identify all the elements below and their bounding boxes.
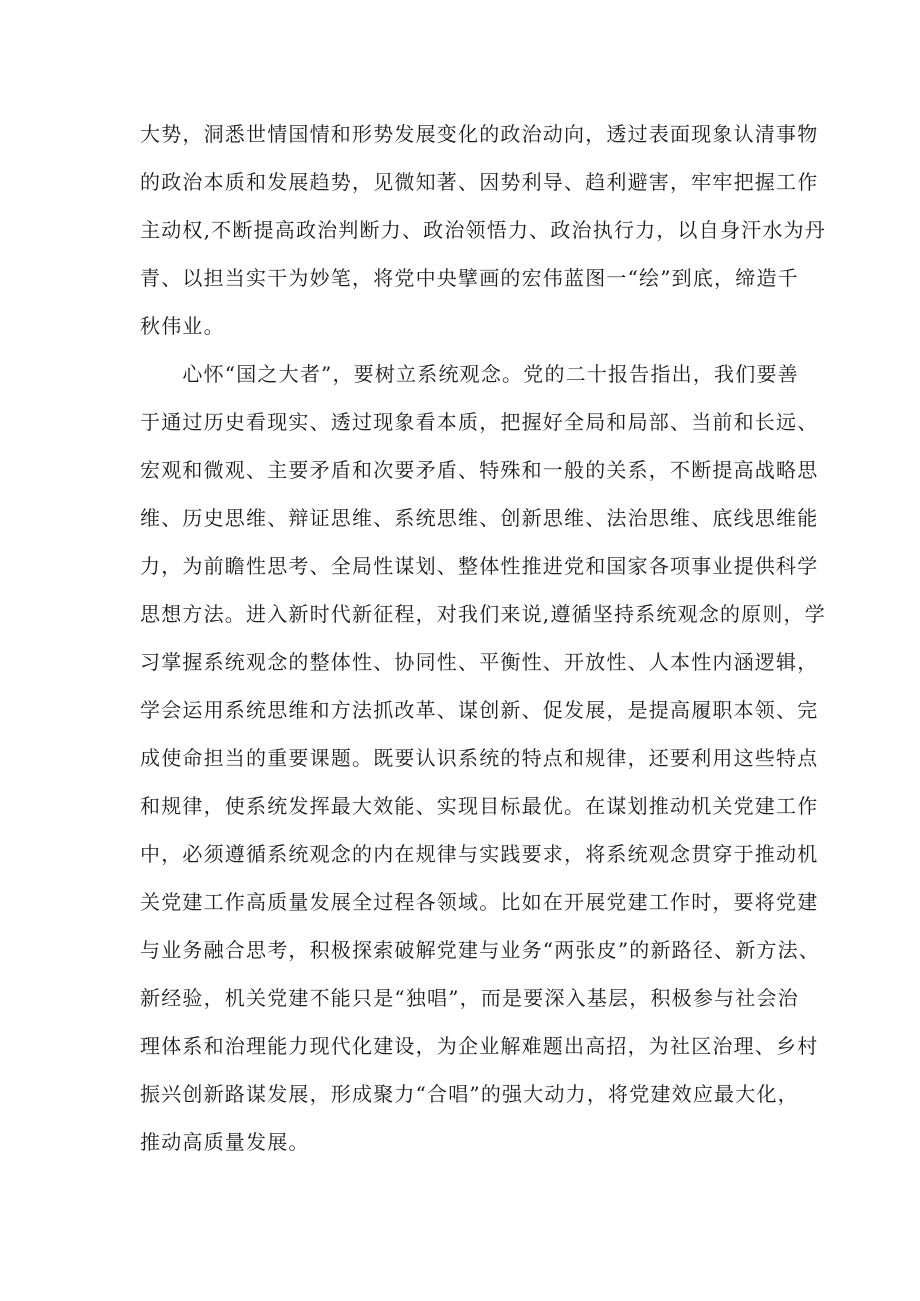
- text-line: 学会运用系统思维和方法抓改革、谋创新、促发展，是提高履职本领、完: [140, 698, 819, 722]
- document-body: [140, 110, 826, 1166]
- text-line: 成使命担当的重要课题。既要认识系统的特点和规律，还要利用这些特点: [140, 746, 819, 770]
- text-line: 的政治本质和发展趋势，见微知著、因势利导、趋利避害，牢牢把握工作: [140, 170, 819, 194]
- text-line: 关党建工作高质量发展全过程各领域。比如在开展党建工作时，要将党建: [140, 890, 819, 914]
- text-line: 与业务融合思考，积极探索破解党建与业务“两张皮”的新路径、新方法、: [140, 938, 821, 962]
- text-line: 于通过历史看现实、透过现象看本质，把握好全局和局部、当前和长远、: [140, 410, 819, 434]
- text-line: 青、以担当实干为妙笔，将党中央擘画的宏伟蓝图一“绘”到底，缔造千: [140, 266, 799, 290]
- text-line: 新经验，机关党建不能只是“独唱”，而是要深入基层，积极参与社会治: [140, 986, 799, 1010]
- paragraph-2: [140, 350, 826, 1166]
- text-line: 维、历史思维、辩证思维、系统思维、创新思维、法治思维、底线思维能: [140, 506, 819, 530]
- text-line: 秋伟业。: [140, 314, 225, 338]
- text-line: 中，必须遵循系统观念的内在规律与实践要求，将系统观念贯穿于推动机: [140, 842, 819, 866]
- text-line: 习掌握系统观念的整体性、协同性、平衡性、开放性、人本性内涵逻辑，: [140, 650, 819, 674]
- text-line: 推动高质量发展。: [140, 1130, 310, 1154]
- text-line: 思想方法。进入新时代新征程，对我们来说,遵循坚持系统观念的原则，学: [140, 602, 826, 626]
- text-line: 主动权,不断提高政治判断力、政治领悟力、政治执行力，以自身汗水为丹: [140, 218, 826, 242]
- paragraph-1: [140, 110, 826, 350]
- text-line: 大势，洞悉世情国情和形势发展变化的政治动向，透过表面现象认清事物: [140, 122, 819, 146]
- text-line: 振兴创新路谋发展，形成聚力“合唱”的强大动力，将党建效应最大化，: [140, 1082, 799, 1106]
- text-line: 心怀“国之大者”，要树立系统观念。党的二十报告指出，我们要善: [140, 362, 799, 386]
- text-line: 理体系和治理能力现代化建设，为企业解难题出高招，为社区治理、乡村: [140, 1034, 819, 1058]
- text-line: 力，为前瞻性思考、全局性谋划、整体性推进党和国家各项事业提供科学: [140, 554, 819, 578]
- text-line: 和规律，使系统发挥最大效能、实现目标最优。在谋划推动机关党建工作: [140, 794, 819, 818]
- text-line: 宏观和微观、主要矛盾和次要矛盾、特殊和一般的关系，不断提高战略思: [140, 458, 819, 482]
